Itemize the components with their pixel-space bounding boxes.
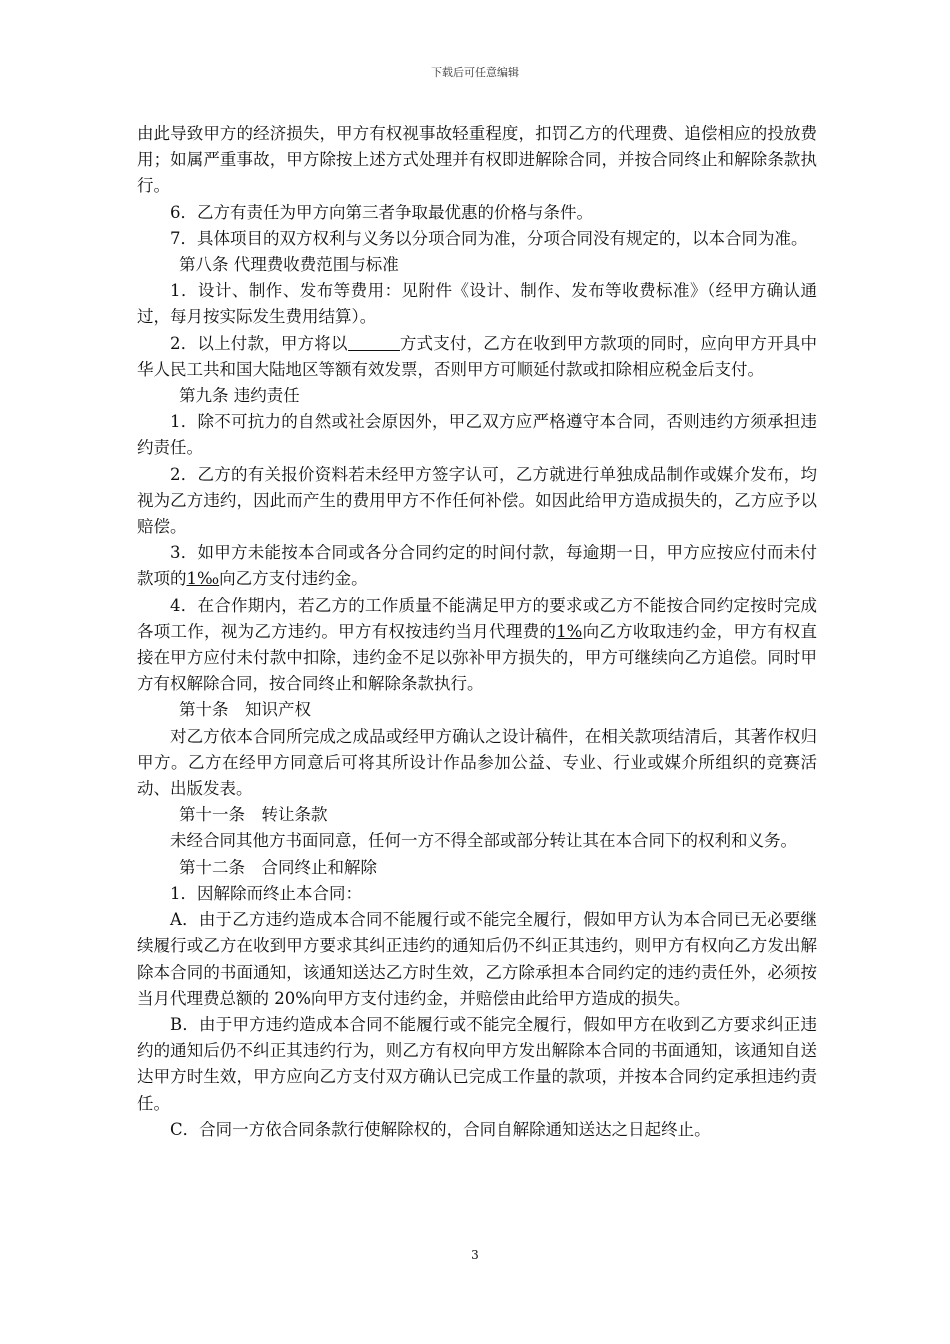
paragraph: 1．除不可抗力的自然或社会原因外，甲乙双方应严格遵守本合同，否则违约方须承担违约责任。	[137, 412, 817, 458]
paragraph	[137, 331, 817, 383]
paragraph: 2．乙方的有关报价资料若未经甲方签字认可，乙方就进行单独成品制作或媒介发布，均视为乙方违约，因此而产生的费用甲方不作任何补偿。如因此给甲方造成损失的，乙方应予以赔偿。	[137, 464, 817, 537]
underlined-rate: 1‰	[186, 569, 220, 589]
text-span: 方式支付，乙方在收到甲方款项的同时，应向甲方开具中华人民工共和国大陆地区等额有效发票，否则甲方可顺延付款或扣除相应税金后支付。	[137, 333, 818, 379]
paragraph: A．由于乙方违约造成本合同不能履行或不能完全履行，假如甲方认为本合同已无必要继续履行或乙方在收到甲方要求其纠正违约的通知后仍不纠正其违约，则甲方有权向乙方发出解除本合同的书面通知，该通知送达乙方时生效，乙方除承担本合同约定的违约责任外，必须按当月代理费总额的 20%向甲方支付违约金，并赔偿由此给甲方造成的损失。	[137, 910, 817, 1008]
paragraph: B．由于甲方违约造成本合同不能履行或不能完全履行，假如甲方在收到乙方要求纠正违约的通知后仍不纠正其违约行为，则乙方有权向甲方发出解除本合同的书面通知，该通知自送达甲方时生效，甲方应向乙方支付双方确认已完成工作量的款项，并按本合同约定承担违约责任。	[137, 1014, 817, 1113]
paragraph: C．合同一方依合同条款行使解除权的，合同自解除通知送达之日起终止。	[170, 1119, 711, 1139]
paragraph	[137, 540, 817, 592]
paragraph: 7．具体项目的双方权利与义务以分项合同为准，分项合同没有规定的，以本合同为准。	[170, 228, 808, 248]
page-header: 下载后可任意编辑	[431, 66, 519, 79]
article-11-heading: 第十一条 转让条款	[179, 805, 328, 825]
text-span: 3．如甲方未能按本合同或各分合同约定的时间付款，每逾期一日，甲方应按应付而未付款项的	[137, 543, 817, 589]
text-span: 2．以上付款，甲方将以	[170, 333, 348, 353]
paragraph: 1．设计、制作、发布等费用：见附件《设计、制作、发布等收费标准》（经甲方确认通过，每月按实际发生费用结算）。	[137, 281, 817, 327]
text-span: 向乙方支付违约金。	[219, 569, 368, 589]
paragraph: 1．因解除而终止本合同：	[170, 883, 362, 903]
payment-method-blank	[348, 334, 400, 351]
text-span: 4．在合作期内，若乙方的工作质量不能满足甲方的要求或乙方不能按合同约定按时完成各项工作，视为乙方违约。甲方有权按违约当月代理费的	[137, 595, 817, 641]
document-body	[137, 121, 817, 1143]
article-12-heading: 第十二条 合同终止和解除	[179, 857, 377, 877]
paragraph: 对乙方依本合同所完成之成品或经甲方确认之设计稿件，在相关款项结清后，其著作权归甲方。乙方在经甲方同意后可将其所设计作品参加公益、专业、行业或媒介所组织的竞赛活动、出版发表。	[137, 726, 817, 799]
paragraph	[137, 593, 817, 698]
paragraph: 由此导致甲方的经济损失，甲方有权视事故轻重程度，扣罚乙方的代理费、追偿相应的投放费用；如属严重事故，甲方除按上述方式处理并有权即进解除合同，并按合同终止和解除条款执行。	[137, 124, 817, 196]
paragraph: 未经合同其他方书面同意，任何一方不得全部或部分转让其在本合同下的权利和义务。	[170, 831, 797, 851]
underlined-rate: 1%	[556, 621, 583, 641]
article-9-heading: 第九条 违约责任	[179, 386, 300, 406]
page-number: 3	[471, 1248, 479, 1262]
article-8-heading: 第八条 代理费收费范围与标准	[179, 255, 399, 275]
article-10-heading: 第十条 知识产权	[179, 700, 311, 720]
paragraph: 6．乙方有责任为甲方向第三者争取最优惠的价格与条件。	[170, 202, 593, 222]
text-span: 向乙方收取违约金，甲方有权直接在甲方应付未付款中扣除，违约金不足以弥补甲方损失的，甲方可继续向乙方追偿。同时甲方有权解除合同，按合同终止和解除条款执行。	[137, 621, 818, 694]
